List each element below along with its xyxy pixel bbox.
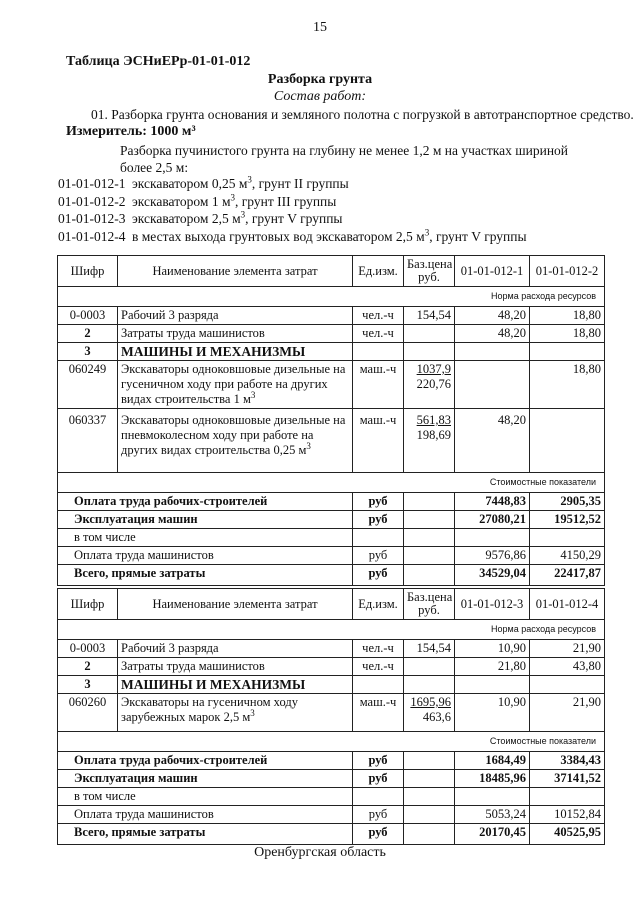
cost-value-1: 20170,45 (455, 824, 530, 845)
norm-label: Норма расхода ресурсов (58, 287, 605, 307)
row-name: Рабочий 3 разряда (118, 640, 353, 658)
row-price (404, 361, 455, 409)
row-name: МАШИНЫ И МЕХАНИЗМЫ (118, 676, 353, 694)
row-price (404, 658, 455, 676)
row-code: 060249 (58, 361, 118, 409)
row-code: 2 (58, 325, 118, 343)
header-col-2: 01-01-012-4 (530, 589, 605, 620)
header-price: Баз.цена руб. (404, 256, 455, 287)
row-name-text: Экскаваторы одноковшовые дизельные на гусеничном ходу при работе на других видах строительства 1 м (121, 362, 346, 406)
code-line (58, 194, 336, 210)
cost-label-row (58, 732, 605, 752)
cost-unit: руб (353, 547, 404, 565)
cost-unit: руб (353, 824, 404, 845)
cost-row (58, 547, 605, 565)
header-price: Баз.цена руб. (404, 589, 455, 620)
row-price (404, 694, 455, 732)
cost-label-row (58, 473, 605, 493)
table-row (58, 409, 605, 473)
row-code: 2 (58, 658, 118, 676)
header-col-1: 01-01-012-1 (455, 256, 530, 287)
table-row (58, 307, 605, 325)
row-unit: чел.-ч (353, 325, 404, 343)
price-top: 1695,96 (410, 695, 451, 709)
row-unit: чел.-ч (353, 658, 404, 676)
cost-name: Всего, прямые затраты (58, 565, 353, 586)
cost-unit: руб (353, 493, 404, 511)
code-text-tail: , грунт V группы (429, 229, 527, 244)
code-id: 01-01-012-4 (58, 229, 126, 244)
header-name: Наименование элемента затрат (118, 589, 353, 620)
cost-name: в том числе (58, 529, 353, 547)
row-code: 3 (58, 343, 118, 361)
cost-value-1: 9576,86 (455, 547, 530, 565)
code-line (58, 176, 349, 192)
row-code: 0-0003 (58, 307, 118, 325)
row-price: 154,54 (404, 307, 455, 325)
cost-value-1: 27080,21 (455, 511, 530, 529)
row-name-text: Экскаваторы одноковшовые дизельные на пневмоколесном ходу при работе на других видах строительства 0,25 м (121, 413, 346, 457)
header-name: Наименование элемента затрат (118, 256, 353, 287)
cost-unit: руб (353, 565, 404, 586)
footer-region: Оренбургская область (254, 845, 386, 860)
row-unit: маш.-ч (353, 694, 404, 732)
work-composition-heading: Состав работ: (273, 89, 367, 104)
cost-label: Стоимостные показатели (58, 473, 605, 493)
header-code: Шифр (58, 589, 118, 620)
cost-name: Всего, прямые затраты (58, 824, 353, 845)
table-header-row (58, 589, 605, 620)
row-name (118, 361, 353, 409)
cost-value-1: 5053,24 (455, 806, 530, 824)
row-price (404, 325, 455, 343)
row-value-2: 21,90 (530, 640, 605, 658)
cost-value-2: 4150,29 (530, 547, 605, 565)
resource-table-1 (57, 255, 605, 586)
norm-label-row (58, 287, 605, 307)
row-value-1 (455, 361, 530, 409)
cost-row (58, 770, 605, 788)
row-unit: маш.-ч (353, 409, 404, 473)
price-top: 561,83 (416, 413, 451, 427)
row-name (118, 409, 353, 473)
cost-row (58, 752, 605, 770)
row-price: 154,54 (404, 640, 455, 658)
description: Разборка пучинистого грунта на глубину не менее 1,2 м на участках шириной более 2,5 м: (120, 143, 569, 175)
price-bottom: 220,76 (416, 377, 451, 391)
header-unit: Ед.изм. (353, 589, 404, 620)
row-value-2: 18,80 (530, 361, 605, 409)
header-col-2: 01-01-012-2 (530, 256, 605, 287)
cost-unit: руб (353, 511, 404, 529)
row-value-1: 48,20 (455, 409, 530, 473)
code-id: 01-01-012-2 (58, 194, 126, 209)
row-unit: маш.-ч (353, 361, 404, 409)
code-id: 01-01-012-3 (58, 211, 126, 226)
row-unit: чел.-ч (353, 307, 404, 325)
row-value-1: 10,90 (455, 640, 530, 658)
superscript: 3 (240, 209, 246, 220)
row-value-2: 18,80 (530, 325, 605, 343)
resource-table-2 (57, 588, 605, 845)
cost-value-2: 19512,52 (530, 511, 605, 529)
cost-name: в том числе (58, 788, 353, 806)
cost-name: Эксплуатация машин (58, 511, 353, 529)
cost-name: Оплата труда рабочих-строителей (58, 493, 353, 511)
header-unit: Ед.изм. (353, 256, 404, 287)
code-line (58, 211, 343, 227)
code-text-tail: , грунт II группы (251, 176, 349, 191)
cost-row (58, 788, 605, 806)
row-name: Затраты труда машинистов (118, 325, 353, 343)
cost-value-1: 1684,49 (455, 752, 530, 770)
cost-row (58, 529, 605, 547)
row-value-2: 21,90 (530, 694, 605, 732)
row-code: 060337 (58, 409, 118, 473)
code-text-tail: , грунт V группы (245, 211, 343, 226)
row-code: 3 (58, 676, 118, 694)
cost-unit: руб (353, 770, 404, 788)
work-item: 01. Разборка грунта основания и земляного полотна с погрузкой в автотранспортное средство. (91, 107, 634, 122)
row-value-2: 18,80 (530, 307, 605, 325)
row-name: МАШИНЫ И МЕХАНИЗМЫ (118, 343, 353, 361)
row-price (404, 409, 455, 473)
cost-value-1: 34529,04 (455, 565, 530, 586)
price-bottom: 198,69 (416, 428, 451, 442)
cost-value-1: 18485,96 (455, 770, 530, 788)
row-code: 060260 (58, 694, 118, 732)
superscript: 3 (247, 174, 252, 185)
cost-value-2: 37141,52 (530, 770, 605, 788)
cost-row (58, 565, 605, 586)
table-row (58, 640, 605, 658)
table-header-row (58, 256, 605, 287)
superscript: 3 (230, 192, 235, 203)
cost-value-2: 22417,87 (530, 565, 605, 586)
cost-value-1: 7448,83 (455, 493, 530, 511)
cost-value-2: 40525,95 (530, 824, 605, 845)
row-value-1: 48,20 (455, 325, 530, 343)
code-text: экскаватором 2,5 м (132, 211, 241, 226)
table-row (58, 325, 605, 343)
cost-row (58, 493, 605, 511)
cost-row (58, 824, 605, 845)
cost-name: Оплата труда рабочих-строителей (58, 752, 353, 770)
norm-label-row (58, 620, 605, 640)
superscript: 3 (250, 389, 256, 400)
superscript: 3 (250, 707, 255, 718)
table-row (58, 343, 605, 361)
table-row (58, 361, 605, 409)
row-name: Рабочий 3 разряда (118, 307, 353, 325)
page-number: 15 (313, 20, 327, 35)
cost-value-2: 3384,43 (530, 752, 605, 770)
price-bottom: 463,6 (422, 710, 451, 724)
row-code: 0-0003 (58, 640, 118, 658)
table-row (58, 676, 605, 694)
row-name (118, 694, 353, 732)
table-code: Таблица ЭСНиЕРр-01-01-012 (66, 54, 251, 69)
row-unit: чел.-ч (353, 640, 404, 658)
row-name-text: Экскаваторы на гусеничном ходу зарубежных марок 2,5 м (121, 695, 298, 724)
cost-unit: руб (353, 752, 404, 770)
meter: Измеритель: 1000 м³ (66, 124, 196, 139)
row-name: Затраты труда машинистов (118, 658, 353, 676)
cost-unit: руб (353, 806, 404, 824)
header-col-1: 01-01-012-3 (455, 589, 530, 620)
cost-name: Оплата труда машинистов (58, 806, 353, 824)
code-text-tail: , грунт III группы (235, 194, 337, 209)
cost-label: Стоимостные показатели (58, 732, 605, 752)
code-text: в местах выхода грунтовых вод экскаватором 2,5 м (132, 229, 425, 244)
code-text: экскаватором 0,25 м (132, 176, 248, 191)
code-text: экскаватором 1 м (132, 194, 231, 209)
cost-row (58, 806, 605, 824)
cost-name: Оплата труда машинистов (58, 547, 353, 565)
code-id: 01-01-012-1 (58, 176, 126, 191)
row-value-2 (530, 409, 605, 473)
table-row (58, 694, 605, 732)
code-line (58, 229, 527, 245)
cost-row (58, 511, 605, 529)
cost-value-2: 10152,84 (530, 806, 605, 824)
price-top: 1037,9 (416, 362, 451, 376)
norm-label: Норма расхода ресурсов (58, 620, 605, 640)
row-value-1: 10,90 (455, 694, 530, 732)
cost-value-2: 2905,35 (530, 493, 605, 511)
row-value-1: 48,20 (455, 307, 530, 325)
section-title: Разборка грунта (267, 72, 373, 87)
row-value-1: 21,80 (455, 658, 530, 676)
superscript: 3 (306, 440, 311, 451)
cost-name: Эксплуатация машин (58, 770, 353, 788)
row-value-2: 43,80 (530, 658, 605, 676)
superscript: 3 (424, 227, 430, 238)
header-code: Шифр (58, 256, 118, 287)
table-row (58, 658, 605, 676)
